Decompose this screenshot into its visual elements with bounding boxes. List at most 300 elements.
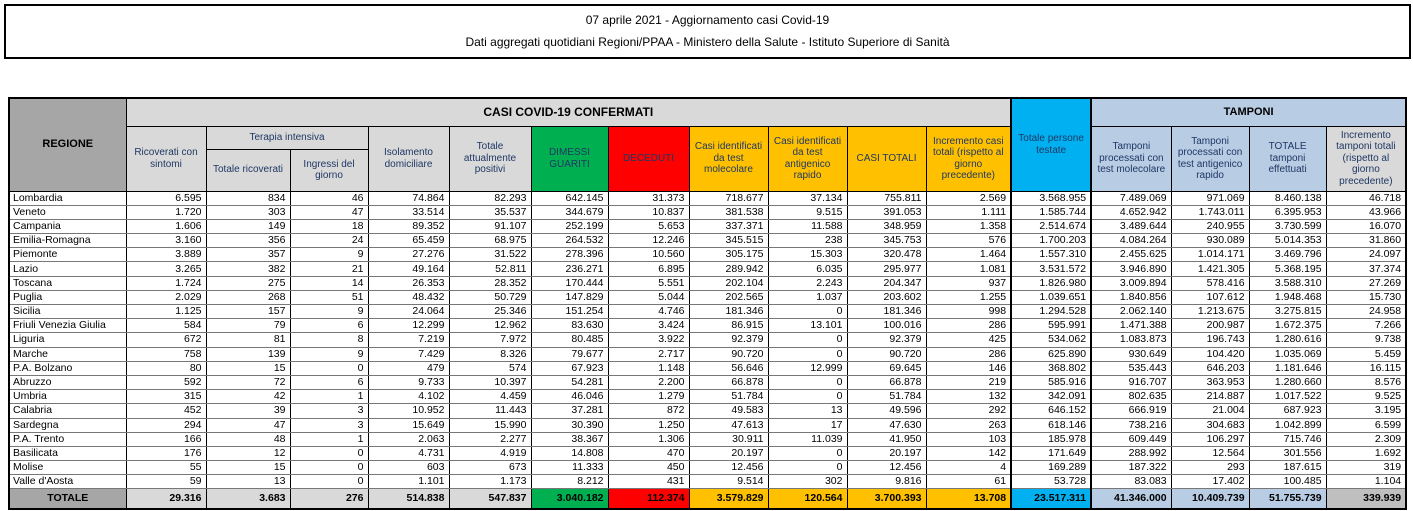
- value-cell: 1.181.646: [1249, 361, 1326, 375]
- total-label-cell: TOTALE: [9, 489, 126, 509]
- value-cell: 6: [290, 375, 368, 389]
- value-cell: 535.443: [1091, 361, 1171, 375]
- value-cell: 391.053: [847, 205, 926, 219]
- column-header-tamponi-totale: TOTALE tamponi effettuati: [1249, 126, 1326, 191]
- value-cell: 82.293: [449, 191, 531, 205]
- value-cell: 1.840.856: [1091, 290, 1171, 304]
- column-header-casi-totali: CASI TOTALI: [847, 126, 926, 191]
- value-cell: 11.333: [531, 461, 608, 475]
- value-cell: 27.269: [1326, 276, 1406, 290]
- value-cell: 1.014.171: [1171, 248, 1249, 262]
- value-cell: 1.700.203: [1011, 234, 1091, 248]
- value-cell: 1.173: [449, 475, 531, 489]
- value-cell: 937: [926, 276, 1011, 290]
- value-cell: 3.195: [1326, 404, 1406, 418]
- value-cell: 1.111: [926, 205, 1011, 219]
- value-cell: 342.091: [1011, 390, 1091, 404]
- value-cell: 2.717: [608, 347, 689, 361]
- value-cell: 3.040.182: [531, 489, 608, 509]
- value-cell: 2.277: [449, 432, 531, 446]
- value-cell: 8.576: [1326, 375, 1406, 389]
- value-cell: 92.379: [847, 333, 926, 347]
- value-cell: 1.720: [126, 205, 206, 219]
- value-cell: 29.316: [126, 489, 206, 509]
- region-name-cell: Sicilia: [9, 305, 126, 319]
- value-cell: 0: [768, 347, 847, 361]
- value-cell: 6.035: [768, 262, 847, 276]
- value-cell: 24: [290, 234, 368, 248]
- column-header-casi-molecolare: Casi identificati da test molecolare: [689, 126, 768, 191]
- value-cell: 15.730: [1326, 290, 1406, 304]
- value-cell: 3.489.644: [1091, 219, 1171, 233]
- value-cell: 31.373: [608, 191, 689, 205]
- table-row: [9, 347, 1406, 361]
- value-cell: 8: [290, 333, 368, 347]
- value-cell: 0: [768, 390, 847, 404]
- value-cell: 9.733: [368, 375, 449, 389]
- value-cell: 3.889: [126, 248, 206, 262]
- value-cell: 578.416: [1171, 276, 1249, 290]
- value-cell: 16.115: [1326, 361, 1406, 375]
- value-cell: 187.322: [1091, 461, 1171, 475]
- value-cell: 1.037: [768, 290, 847, 304]
- value-cell: 758: [126, 347, 206, 361]
- value-cell: 47.613: [689, 418, 768, 432]
- value-cell: 4: [926, 461, 1011, 475]
- value-cell: 187.615: [1249, 461, 1326, 475]
- covid-data-table: [8, 97, 1407, 510]
- value-cell: 51.784: [847, 390, 926, 404]
- value-cell: 49.583: [689, 404, 768, 418]
- table-row: [9, 219, 1406, 233]
- value-cell: 10.409.739: [1171, 489, 1249, 509]
- value-cell: 263: [926, 418, 1011, 432]
- value-cell: 3.275.815: [1249, 305, 1326, 319]
- value-cell: 576: [926, 234, 1011, 248]
- value-cell: 166: [126, 432, 206, 446]
- region-name-cell: Liguria: [9, 333, 126, 347]
- column-header-dimessi-guariti: DIMESSI GUARITI: [531, 126, 608, 191]
- value-cell: 1.294.528: [1011, 305, 1091, 319]
- table-row: [9, 446, 1406, 460]
- value-cell: 687.923: [1249, 404, 1326, 418]
- value-cell: 302: [768, 475, 847, 489]
- value-cell: 2.514.674: [1011, 219, 1091, 233]
- value-cell: 0: [768, 446, 847, 460]
- value-cell: 41.346.000: [1091, 489, 1171, 509]
- value-cell: 157: [206, 305, 290, 319]
- value-cell: 288.992: [1091, 446, 1171, 460]
- value-cell: 295.977: [847, 262, 926, 276]
- value-cell: 8.326: [449, 347, 531, 361]
- value-cell: 514.838: [368, 489, 449, 509]
- value-cell: 11.588: [768, 219, 847, 233]
- region-name-cell: Puglia: [9, 290, 126, 304]
- value-cell: 214.887: [1171, 390, 1249, 404]
- value-cell: 69.645: [847, 361, 926, 375]
- value-cell: 47.630: [847, 418, 926, 432]
- value-cell: 574: [449, 361, 531, 375]
- value-cell: 202.104: [689, 276, 768, 290]
- value-cell: 12: [206, 446, 290, 460]
- region-name-cell: Calabria: [9, 404, 126, 418]
- value-cell: 31.522: [449, 248, 531, 262]
- table-row: [9, 319, 1406, 333]
- report-title-line2: Dati aggregati quotidiani Regioni/PPAA - Ministero della Salute - Istituto Superiore di Sanità: [465, 34, 950, 49]
- value-cell: 1.948.468: [1249, 290, 1326, 304]
- value-cell: 3.683: [206, 489, 290, 509]
- value-cell: 12.456: [847, 461, 926, 475]
- value-cell: 46.718: [1326, 191, 1406, 205]
- value-cell: 3.700.393: [847, 489, 926, 509]
- value-cell: 53.728: [1011, 475, 1091, 489]
- value-cell: 7.219: [368, 333, 449, 347]
- column-header-incremento-casi: Incremento casi totali (rispetto al giorno precedente): [926, 126, 1011, 191]
- value-cell: 715.746: [1249, 432, 1326, 446]
- value-cell: 1.042.899: [1249, 418, 1326, 432]
- value-cell: 9: [290, 248, 368, 262]
- table-row: [9, 404, 1406, 418]
- value-cell: 9.515: [768, 205, 847, 219]
- value-cell: 1.280.660: [1249, 375, 1326, 389]
- value-cell: 303: [206, 205, 290, 219]
- value-cell: 200.987: [1171, 319, 1249, 333]
- value-cell: 4.731: [368, 446, 449, 460]
- value-cell: 6.595: [126, 191, 206, 205]
- value-cell: 278.396: [531, 248, 608, 262]
- value-cell: 0: [290, 475, 368, 489]
- value-cell: 916.707: [1091, 375, 1171, 389]
- value-cell: 595.991: [1011, 319, 1091, 333]
- value-cell: 1.724: [126, 276, 206, 290]
- value-cell: 149: [206, 219, 290, 233]
- value-cell: 12.962: [449, 319, 531, 333]
- region-name-cell: P.A. Trento: [9, 432, 126, 446]
- value-cell: 74.864: [368, 191, 449, 205]
- value-cell: 1.826.980: [1011, 276, 1091, 290]
- value-cell: 1.104: [1326, 475, 1406, 489]
- value-cell: 46.046: [531, 390, 608, 404]
- table-row: [9, 205, 1406, 219]
- value-cell: 4.459: [449, 390, 531, 404]
- value-cell: 5.653: [608, 219, 689, 233]
- value-cell: 23.517.311: [1011, 489, 1091, 509]
- value-cell: 12.246: [608, 234, 689, 248]
- value-cell: 1.557.310: [1011, 248, 1091, 262]
- value-cell: 68.975: [449, 234, 531, 248]
- value-cell: 301.556: [1249, 446, 1326, 460]
- value-cell: 345.515: [689, 234, 768, 248]
- value-cell: 5.459: [1326, 347, 1406, 361]
- value-cell: 24.958: [1326, 305, 1406, 319]
- value-cell: 100.485: [1249, 475, 1326, 489]
- value-cell: 666.919: [1091, 404, 1171, 418]
- region-name-cell: Sardegna: [9, 418, 126, 432]
- value-cell: 4.102: [368, 390, 449, 404]
- table-row: [9, 191, 1406, 205]
- table-header: [9, 98, 1406, 191]
- table-row: [9, 361, 1406, 375]
- value-cell: 151.254: [531, 305, 608, 319]
- region-name-cell: Piemonte: [9, 248, 126, 262]
- value-cell: 304.683: [1171, 418, 1249, 432]
- table-row: [9, 390, 1406, 404]
- value-cell: 1.672.375: [1249, 319, 1326, 333]
- value-cell: 345.753: [847, 234, 926, 248]
- region-name-cell: P.A. Bolzano: [9, 361, 126, 375]
- value-cell: 289.942: [689, 262, 768, 276]
- value-cell: 38.367: [531, 432, 608, 446]
- value-cell: 10.952: [368, 404, 449, 418]
- value-cell: 169.289: [1011, 461, 1091, 475]
- table-row: [9, 418, 1406, 432]
- value-cell: 51.755.739: [1249, 489, 1326, 509]
- value-cell: 5.014.353: [1249, 234, 1326, 248]
- value-cell: 275: [206, 276, 290, 290]
- value-cell: 17: [768, 418, 847, 432]
- value-cell: 20.197: [847, 446, 926, 460]
- value-cell: 9.514: [689, 475, 768, 489]
- value-cell: 3.531.572: [1011, 262, 1091, 276]
- table-body: [9, 191, 1406, 509]
- value-cell: 6.895: [608, 262, 689, 276]
- value-cell: 470: [608, 446, 689, 460]
- value-cell: 0: [768, 333, 847, 347]
- value-cell: 33.514: [368, 205, 449, 219]
- value-cell: 1.039.651: [1011, 290, 1091, 304]
- value-cell: 0: [768, 305, 847, 319]
- value-cell: 1.585.744: [1011, 205, 1091, 219]
- value-cell: 4.652.942: [1091, 205, 1171, 219]
- value-cell: 20.197: [689, 446, 768, 460]
- value-cell: 47: [290, 205, 368, 219]
- value-cell: 6.395.953: [1249, 205, 1326, 219]
- value-cell: 356: [206, 234, 290, 248]
- value-cell: 16.070: [1326, 219, 1406, 233]
- value-cell: 30.390: [531, 418, 608, 432]
- value-cell: 12.299: [368, 319, 449, 333]
- value-cell: 92.379: [689, 333, 768, 347]
- value-cell: 1.148: [608, 361, 689, 375]
- value-cell: 3.730.599: [1249, 219, 1326, 233]
- value-cell: 86.915: [689, 319, 768, 333]
- value-cell: 203.602: [847, 290, 926, 304]
- value-cell: 12.564: [1171, 446, 1249, 460]
- value-cell: 4.746: [608, 305, 689, 319]
- value-cell: 1.250: [608, 418, 689, 432]
- value-cell: 9.738: [1326, 333, 1406, 347]
- value-cell: 425: [926, 333, 1011, 347]
- value-cell: 79: [206, 319, 290, 333]
- value-cell: 13.101: [768, 319, 847, 333]
- value-cell: 147.829: [531, 290, 608, 304]
- value-cell: 3.009.894: [1091, 276, 1171, 290]
- value-cell: 252.199: [531, 219, 608, 233]
- value-cell: 0: [768, 375, 847, 389]
- value-cell: 31.860: [1326, 234, 1406, 248]
- value-cell: 100.016: [847, 319, 926, 333]
- value-cell: 56.646: [689, 361, 768, 375]
- column-header-isolamento: Isolamento domiciliare: [368, 126, 449, 191]
- column-header-terapia-totale-ricoverati: Totale ricoverati: [206, 149, 290, 191]
- value-cell: 0: [290, 446, 368, 460]
- value-cell: 24.064: [368, 305, 449, 319]
- value-cell: 107.612: [1171, 290, 1249, 304]
- column-header-incremento-tamponi: Incremento tamponi totali (rispetto al giorno precedente): [1326, 126, 1406, 191]
- value-cell: 738.216: [1091, 418, 1171, 432]
- value-cell: 21: [290, 262, 368, 276]
- value-cell: 51.784: [689, 390, 768, 404]
- value-cell: 181.346: [847, 305, 926, 319]
- region-name-cell: Basilicata: [9, 446, 126, 460]
- column-header-terapia-ingressi-giorno: Ingressi del giorno: [290, 149, 368, 191]
- value-cell: 170.444: [531, 276, 608, 290]
- value-cell: 202.565: [689, 290, 768, 304]
- value-cell: 4.084.264: [1091, 234, 1171, 248]
- value-cell: 268: [206, 290, 290, 304]
- value-cell: 0: [768, 461, 847, 475]
- value-cell: 18: [290, 219, 368, 233]
- table-row: [9, 432, 1406, 446]
- value-cell: 7.489.069: [1091, 191, 1171, 205]
- value-cell: 2.029: [126, 290, 206, 304]
- value-cell: 534.062: [1011, 333, 1091, 347]
- value-cell: 13.708: [926, 489, 1011, 509]
- value-cell: 547.837: [449, 489, 531, 509]
- value-cell: 381.538: [689, 205, 768, 219]
- value-cell: 83.083: [1091, 475, 1171, 489]
- value-cell: 55: [126, 461, 206, 475]
- value-cell: 452: [126, 404, 206, 418]
- value-cell: 1.306: [608, 432, 689, 446]
- value-cell: 315: [126, 390, 206, 404]
- value-cell: 337.371: [689, 219, 768, 233]
- region-name-cell: Friuli Venezia Giulia: [9, 319, 126, 333]
- value-cell: 83.630: [531, 319, 608, 333]
- value-cell: 292: [926, 404, 1011, 418]
- value-cell: 142: [926, 446, 1011, 460]
- value-cell: 872: [608, 404, 689, 418]
- value-cell: 12.456: [689, 461, 768, 475]
- value-cell: 603: [368, 461, 449, 475]
- value-cell: 930.089: [1171, 234, 1249, 248]
- value-cell: 642.145: [531, 191, 608, 205]
- value-cell: 0: [290, 361, 368, 375]
- value-cell: 196.743: [1171, 333, 1249, 347]
- value-cell: 112.374: [608, 489, 689, 509]
- value-cell: 382: [206, 262, 290, 276]
- value-cell: 625.890: [1011, 347, 1091, 361]
- value-cell: 9.816: [847, 475, 926, 489]
- table-row: [9, 305, 1406, 319]
- value-cell: 15.990: [449, 418, 531, 432]
- value-cell: 219: [926, 375, 1011, 389]
- value-cell: 1.081: [926, 262, 1011, 276]
- value-cell: 49.164: [368, 262, 449, 276]
- value-cell: 646.203: [1171, 361, 1249, 375]
- region-name-cell: Valle d'Aosta: [9, 475, 126, 489]
- value-cell: 592: [126, 375, 206, 389]
- value-cell: 672: [126, 333, 206, 347]
- value-cell: 27.276: [368, 248, 449, 262]
- value-cell: 1.743.011: [1171, 205, 1249, 219]
- value-cell: 80: [126, 361, 206, 375]
- region-name-cell: Emilia-Romagna: [9, 234, 126, 248]
- value-cell: 14: [290, 276, 368, 290]
- value-cell: 1.692: [1326, 446, 1406, 460]
- region-name-cell: Abruzzo: [9, 375, 126, 389]
- value-cell: 802.635: [1091, 390, 1171, 404]
- value-cell: 755.811: [847, 191, 926, 205]
- column-header-tamponi-antigenico: Tamponi processati con test antigenico rapido: [1171, 126, 1249, 191]
- value-cell: 585.916: [1011, 375, 1091, 389]
- value-cell: 718.677: [689, 191, 768, 205]
- column-header-persone-testate: Totale persone testate: [1011, 98, 1091, 191]
- value-cell: 13: [206, 475, 290, 489]
- region-name-cell: Campania: [9, 219, 126, 233]
- value-cell: 3: [290, 418, 368, 432]
- table-row: [9, 375, 1406, 389]
- value-cell: 7.266: [1326, 319, 1406, 333]
- value-cell: 2.062.140: [1091, 305, 1171, 319]
- column-header-casi-antigenico: Casi identificati da test antigenico rapido: [768, 126, 847, 191]
- value-cell: 176: [126, 446, 206, 460]
- value-cell: 11.443: [449, 404, 531, 418]
- value-cell: 12.999: [768, 361, 847, 375]
- value-cell: 21.004: [1171, 404, 1249, 418]
- value-cell: 26.353: [368, 276, 449, 290]
- value-cell: 59: [126, 475, 206, 489]
- value-cell: 1.421.305: [1171, 262, 1249, 276]
- value-cell: 2.063: [368, 432, 449, 446]
- value-cell: 43.966: [1326, 205, 1406, 219]
- value-cell: 9.525: [1326, 390, 1406, 404]
- value-cell: 305.175: [689, 248, 768, 262]
- value-cell: 3.265: [126, 262, 206, 276]
- value-cell: 3.922: [608, 333, 689, 347]
- value-cell: 120.564: [768, 489, 847, 509]
- value-cell: 104.420: [1171, 347, 1249, 361]
- value-cell: 1.280.616: [1249, 333, 1326, 347]
- value-cell: 89.352: [368, 219, 449, 233]
- table-row: [9, 262, 1406, 276]
- value-cell: 132: [926, 390, 1011, 404]
- value-cell: 0: [290, 461, 368, 475]
- value-cell: 339.939: [1326, 489, 1406, 509]
- value-cell: 17.402: [1171, 475, 1249, 489]
- region-name-cell: Molise: [9, 461, 126, 475]
- value-cell: 1: [290, 390, 368, 404]
- value-cell: 80.485: [531, 333, 608, 347]
- value-cell: 238: [768, 234, 847, 248]
- region-name-cell: Toscana: [9, 276, 126, 290]
- column-header-tamponi-molecolare: Tamponi processati con test molecolare: [1091, 126, 1171, 191]
- value-cell: 185.978: [1011, 432, 1091, 446]
- table-row: [9, 290, 1406, 304]
- value-cell: 48.432: [368, 290, 449, 304]
- value-cell: 67.923: [531, 361, 608, 375]
- value-cell: 46: [290, 191, 368, 205]
- value-cell: 357: [206, 248, 290, 262]
- table-row: [9, 248, 1406, 262]
- column-header-regione: REGIONE: [9, 98, 126, 191]
- value-cell: 5.551: [608, 276, 689, 290]
- value-cell: 264.532: [531, 234, 608, 248]
- column-header-attualmente-positivi: Totale attualmente positivi: [449, 126, 531, 191]
- value-cell: 348.959: [847, 219, 926, 233]
- group-header-tamponi: TAMPONI: [1091, 98, 1406, 126]
- table-row: [9, 475, 1406, 489]
